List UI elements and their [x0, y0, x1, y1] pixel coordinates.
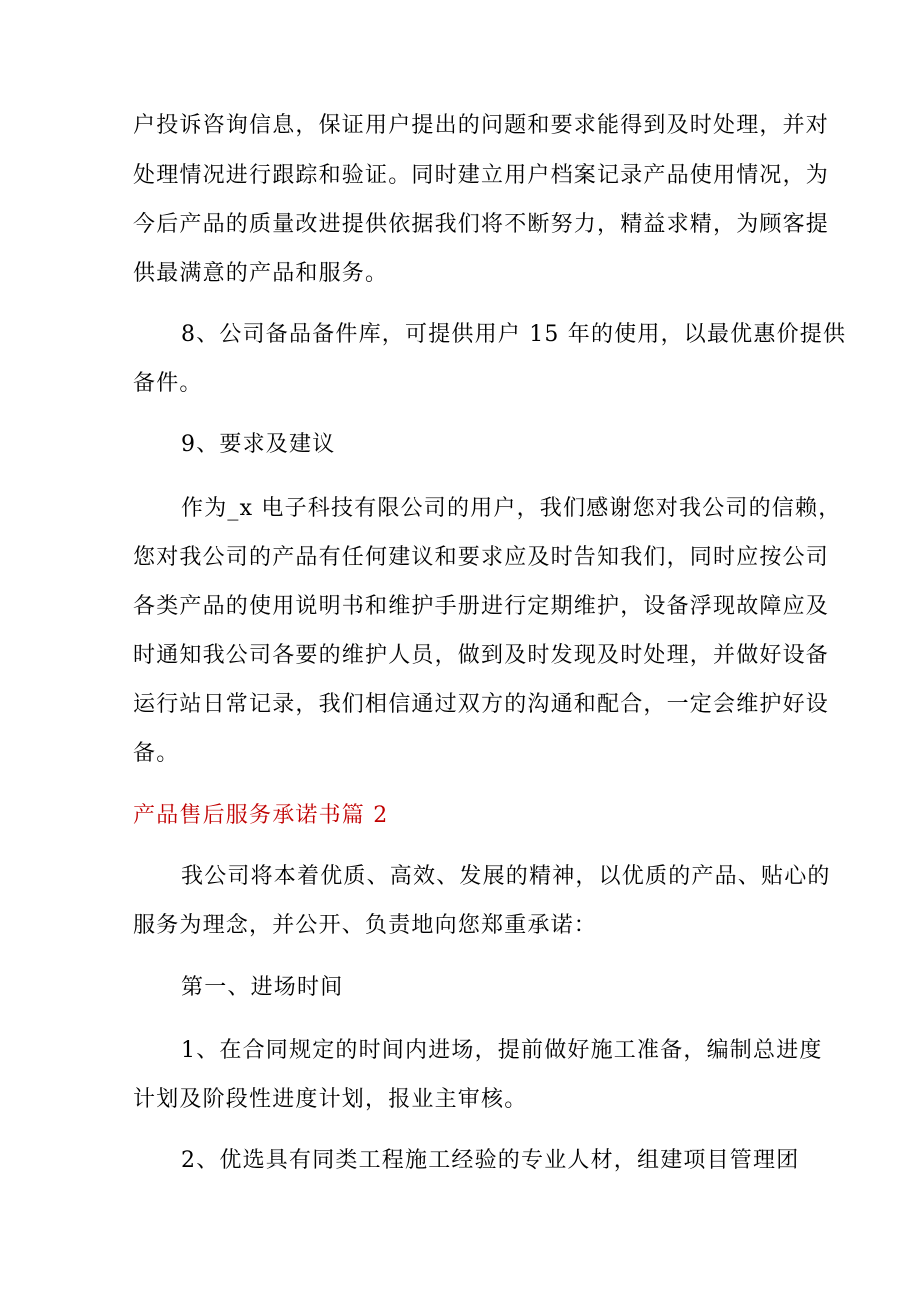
- paragraph-line: 作为_x 电子科技有限公司的用户，我们感谢您对我公司的信赖，: [181, 496, 842, 521]
- paragraph-line: 8、公司备品备件库，可提供用户 15 年的使用，以最优惠价提供: [181, 322, 847, 347]
- paragraph-line: 各类产品的使用说明书和维护手册进行定期维护，设备浮现故障应及: [133, 594, 830, 619]
- paragraph-line: 2、优选具有同类工程施工经验的专业人材，组建项目管理团: [181, 1148, 800, 1173]
- paragraph-line: 户投诉咨询信息，保证用户提出的问题和要求能得到及时处理，并对: [133, 113, 830, 138]
- paragraph-line: 计划及阶段性进度计划，报业主审核。: [133, 1087, 528, 1112]
- section-heading: 产品售后服务承诺书篇 2: [133, 803, 389, 828]
- paragraph-line: 备。: [133, 741, 180, 766]
- paragraph-line: 供最满意的产品和服务。: [133, 261, 389, 286]
- paragraph-line: 处理情况进行跟踪和验证。同时建立用户档案记录产品使用情况，为: [133, 163, 830, 188]
- paragraph-line: 今后产品的质量改进提供依据我们将不断努力，精益求精，为顾客提: [133, 212, 830, 237]
- paragraph-line: 您对我公司的产品有任何建议和要求应及时告知我们，同时应按公司: [133, 545, 830, 570]
- paragraph-line: 第一、进场时间: [181, 975, 344, 1000]
- paragraph-line: 备件。: [133, 371, 203, 396]
- paragraph-line: 1、在合同规定的时间内进场，提前做好施工准备，编制总进度: [181, 1038, 823, 1063]
- paragraph-line: 我公司将本着优质、高效、发展的精神，以优质的产品、贴心的: [181, 864, 831, 889]
- paragraph-line: 时通知我公司各要的维护人员，做到及时发现及时处理，并做好设备: [133, 643, 830, 668]
- paragraph-line: 服务为理念，并公开、负责地向您郑重承诺：: [133, 913, 598, 938]
- paragraph-line: 运行站日常记录，我们相信通过双方的沟通和配合，一定会维护好设: [133, 692, 830, 717]
- paragraph-line: 9、要求及建议: [181, 432, 336, 457]
